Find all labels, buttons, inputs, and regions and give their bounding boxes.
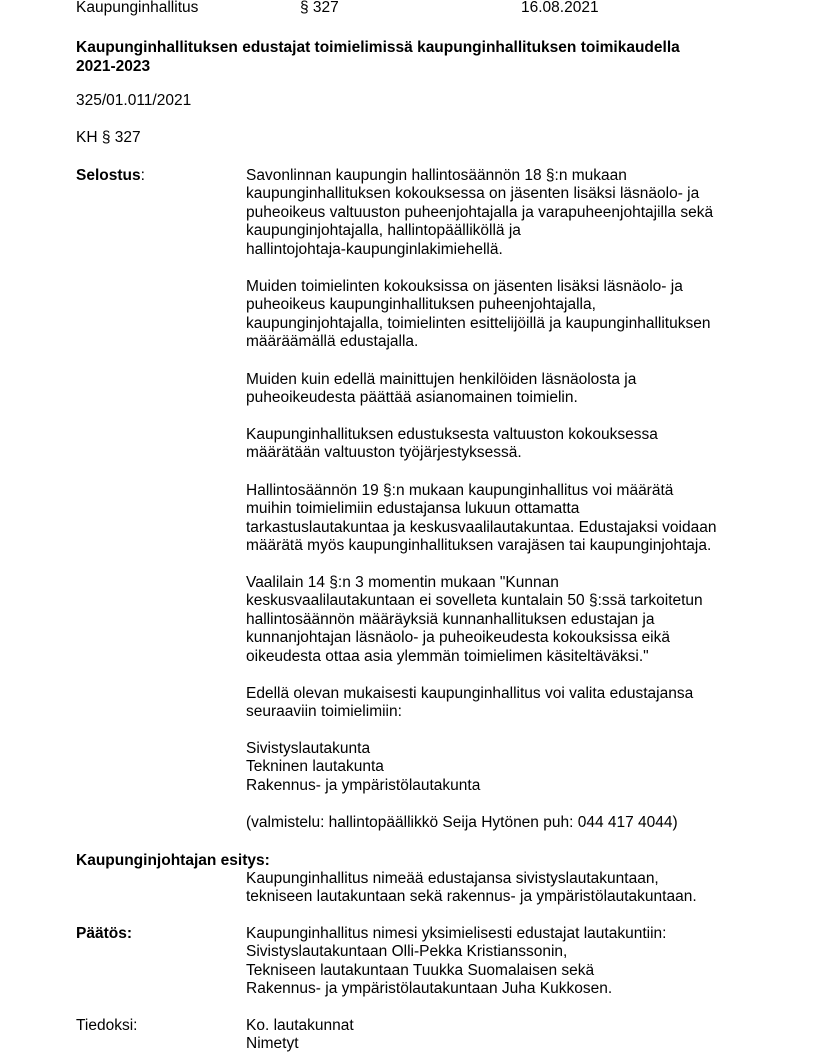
selostus-body — [246, 278, 746, 352]
selostus-colon: : — [140, 167, 145, 184]
list-item: Sivistyslautakunta — [246, 740, 371, 757]
text-line: tarkastuslautakuntaa ja keskusvaalilautakuntaa. Edustajaksi voidaan — [246, 518, 717, 536]
text-line: Savonlinnan kaupungin hallintosäännön 18 §:n mukaan — [246, 167, 627, 184]
header-section-number: § 327 — [300, 0, 339, 16]
text-line: puheoikeus kaupunginhallituksen puheenjohtajalla, — [246, 296, 596, 314]
selostus-body — [246, 426, 746, 463]
selostus-paragraph — [246, 371, 746, 408]
selostus-paragraph — [246, 426, 746, 463]
kh-reference: KH § 327 — [76, 129, 141, 146]
text-line: kaupunginjohtajalla, hallintopäälliköllä ja — [246, 222, 521, 240]
document-title-line: 2021-2023 — [76, 58, 151, 75]
text-line: Kaupunginhallitus nimeää edustajansa sivistyslautakuntaan, — [246, 870, 659, 887]
selostus-heading — [76, 167, 145, 185]
text-line: Rakennus- ja ympäristölautakuntaan Juha Kukkosen. — [246, 980, 613, 998]
text-line: Muiden kuin edellä mainittujen henkilöiden läsnäolosta ja — [246, 371, 637, 388]
text-line: puheoikeudesta päättää asianomainen toimielin. — [246, 389, 578, 407]
selostus-paragraph — [246, 278, 746, 352]
diary-reference: 325/01.011/2021 — [76, 92, 192, 109]
text-line: muihin toimielimiin edustajansa lukuun ottamatta — [246, 500, 580, 518]
text-line: (valmistelu: hallintopäällikkö Seija Hytönen puh: 044 417 4044) — [246, 814, 678, 831]
text-line: seuraaviin toimielimiin: — [246, 703, 402, 721]
text-line: Hallintosäännön 19 §:n mukaan kaupunginhallitus voi määrätä — [246, 482, 674, 499]
selostus-paragraph — [246, 685, 746, 722]
selostus-paragraph — [246, 740, 746, 795]
paatos-body — [246, 925, 746, 999]
text-line: Tekniseen lautakuntaan Tuukka Suomalaisen sekä — [246, 961, 595, 979]
list-item: Rakennus- ja ympäristölautakunta — [246, 776, 481, 794]
text-line: määräämällä edustajalla. — [246, 333, 419, 351]
text-line: Muiden toimielinten kokouksissa on jäsenten lisäksi läsnäolo- ja — [246, 278, 683, 295]
selostus-paragraph — [246, 482, 746, 556]
document-title — [76, 38, 756, 76]
list-item: Tekninen lautakunta — [246, 758, 384, 776]
selostus-body — [246, 574, 746, 666]
tiedoksi-body — [246, 1017, 746, 1054]
text-line: Kaupunginhallitus nimesi yksimielisesti edustajat lautakuntiin: — [246, 925, 667, 942]
selostus-paragraph — [246, 167, 746, 259]
text-line: kaupunginjohtajalla, toimielinten esittelijöillä ja kaupunginhallituksen — [246, 314, 711, 332]
text-line: tekniseen lautakuntaan sekä rakennus- ja ympäristölautakuntaan. — [246, 888, 697, 906]
text-line: Vaalilain 14 §:n 3 momentin mukaan "Kunnan — [246, 574, 559, 591]
text-line: Nimetyt — [246, 1035, 299, 1053]
selostus-body — [246, 685, 746, 722]
selostus-label: Selostus — [76, 167, 141, 184]
header-organ: Kaupunginhallitus — [76, 0, 199, 16]
text-line: Sivistyslautakuntaan Olli-Pekka Kristianssonin, — [246, 943, 568, 961]
preparation-note — [246, 814, 746, 832]
text-line: oikeudesta ottaa asia ylemmän toimielimen käsiteltäväksi." — [246, 647, 649, 665]
selostus-paragraph — [246, 574, 746, 666]
header-date: 16.08.2021 — [521, 0, 599, 16]
esitys-body — [246, 870, 746, 907]
selostus-body — [246, 371, 746, 408]
text-line: puheoikeus valtuuston puheenjohtajalla ja varapuheenjohtajilla sekä — [246, 203, 714, 221]
document-title-line: Kaupunginhallituksen edustajat toimielimissä kaupunginhallituksen toimikaudella — [76, 39, 680, 56]
text-line: keskusvaalilautakuntaan ei sovelleta kuntalain 50 §:ssä tarkoitetun — [246, 592, 703, 610]
committee-list — [246, 740, 746, 795]
text-line: määrätään valtuuston työjärjestyksessä. — [246, 444, 522, 462]
text-line: Ko. lautakunnat — [246, 1017, 354, 1034]
esitys-label: Kaupunginjohtajan esitys: — [76, 852, 270, 869]
text-line: kunnanjohtajan läsnäolo- ja puheoikeudesta kokouksissa eikä — [246, 629, 670, 647]
text-line: hallintojohtaja-kaupunginlakimiehellä. — [246, 240, 503, 258]
text-line: Kaupunginhallituksen edustuksesta valtuuston kokouksessa — [246, 426, 658, 443]
text-line: hallintosäännön määräyksiä kunnanhallituksen edustajan ja — [246, 610, 655, 628]
paatos-label: Päätös: — [76, 925, 132, 942]
selostus-paragraph — [246, 814, 746, 832]
tiedoksi-label: Tiedoksi: — [76, 1017, 138, 1034]
text-line: kaupunginhallituksen kokouksessa on jäsenten lisäksi läsnäolo- ja — [246, 185, 700, 203]
text-line: määrätä myös kaupunginhallituksen varajäsen tai kaupunginjohtaja. — [246, 537, 712, 555]
text-line: Edellä olevan mukaisesti kaupunginhallitus voi valita edustajansa — [246, 685, 694, 702]
selostus-body — [246, 167, 746, 259]
selostus-body — [246, 482, 746, 556]
